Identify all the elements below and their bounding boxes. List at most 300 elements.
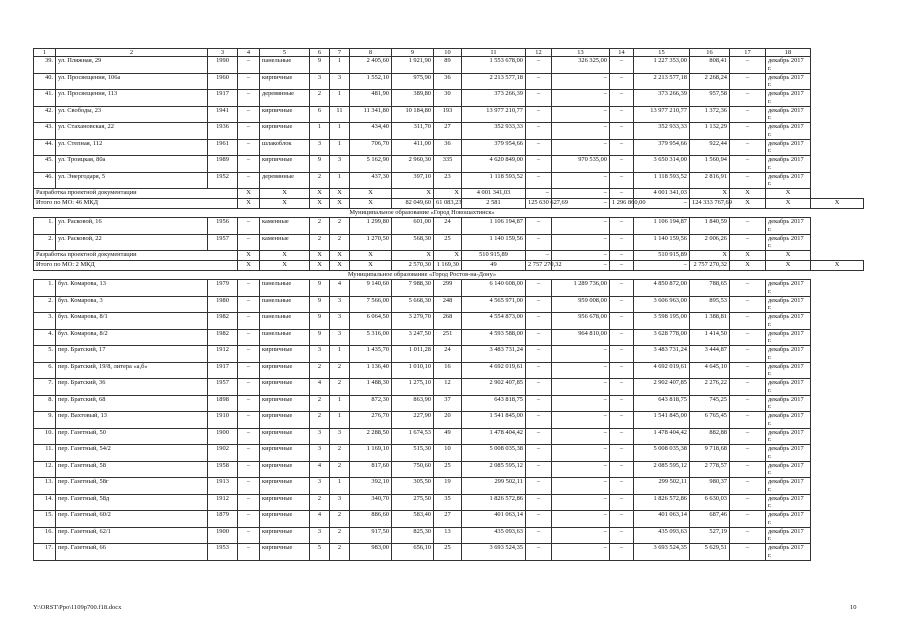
table-cell: 706,70 [350, 139, 392, 156]
table-cell: – [730, 234, 766, 251]
table-cell: 922,44 [690, 139, 730, 156]
table-cell: – [610, 428, 634, 445]
table-cell: 248 [434, 296, 462, 313]
summary-cell: X [330, 261, 350, 271]
table-cell: 2 085 595,12 [462, 461, 526, 478]
table-cell: 980,37 [690, 478, 730, 495]
table-cell: – [610, 218, 634, 235]
table-cell: 411,00 [392, 139, 434, 156]
table-cell: кирпичные [260, 156, 310, 173]
table-cell: – [238, 139, 260, 156]
table-cell: 1902 [208, 445, 238, 462]
table-cell: – [610, 412, 634, 429]
table-cell: 3 [310, 73, 330, 90]
table-cell: каменные [260, 218, 310, 235]
table-cell: 3. [34, 313, 56, 330]
table-cell: 975,90 [392, 73, 434, 90]
table-cell: 20 [434, 412, 462, 429]
table-cell: 2 213 577,18 [634, 73, 690, 90]
table-cell: 24 [434, 218, 462, 235]
table-cell: 25 [434, 234, 462, 251]
table-cell: – [526, 461, 552, 478]
table-cell: 3 [310, 445, 330, 462]
table-cell: 1 [330, 412, 350, 429]
table-cell: 1953 [208, 544, 238, 561]
table-cell: 515,30 [392, 445, 434, 462]
table-cell: 2 [310, 412, 330, 429]
table-cell: 36 [434, 73, 462, 90]
table-cell: 434,40 [350, 123, 392, 140]
table-cell: 373 266,39 [634, 90, 690, 107]
table-cell: 2. [34, 234, 56, 251]
table-cell: панельные [260, 280, 310, 297]
table-cell: 4 850 872,00 [634, 280, 690, 297]
table-cell: – [526, 90, 552, 107]
table-cell: 13 977 210,77 [462, 106, 526, 123]
column-number: 6 [310, 49, 330, 57]
table-cell: – [238, 527, 260, 544]
table-cell: – [238, 280, 260, 297]
table-cell: – [526, 57, 552, 74]
table-row [34, 280, 864, 297]
table-cell: 1936 [208, 123, 238, 140]
table-cell: 2 [310, 172, 330, 189]
table-cell: 11 341,80 [350, 106, 392, 123]
table-cell: – [526, 544, 552, 561]
table-cell: декабрь 2017 г. [766, 511, 811, 528]
table-cell: 2 [310, 362, 330, 379]
table-cell: ул. Стахановская, 22 [56, 123, 208, 140]
table-cell: 2 405,60 [350, 57, 392, 74]
table-cell: – [730, 362, 766, 379]
table-cell: 2 [330, 234, 350, 251]
table-cell: каменные [260, 234, 310, 251]
table-cell: – [552, 123, 610, 140]
table-cell: – [238, 494, 260, 511]
table-cell: 1 [330, 57, 350, 74]
table-cell: – [552, 428, 610, 445]
table-cell: 6 [310, 106, 330, 123]
table-cell: декабрь 2017 г. [766, 296, 811, 313]
table-cell: 964 810,00 [552, 329, 610, 346]
table-cell: пер. Газетный, 60/2 [56, 511, 208, 528]
table-cell: – [526, 395, 552, 412]
table-row [34, 139, 864, 156]
table-cell: 276,70 [350, 412, 392, 429]
table-cell: 1 553 678,00 [462, 57, 526, 74]
table-cell: кирпичные [260, 544, 310, 561]
table-cell: 4 554 873,00 [462, 313, 526, 330]
table-cell: 326 325,00 [552, 57, 610, 74]
table-cell: 1 169,10 [350, 445, 392, 462]
table-cell: 9. [34, 412, 56, 429]
table-cell: 1900 [208, 527, 238, 544]
table-cell: 1958 [208, 461, 238, 478]
table-cell: 4. [34, 329, 56, 346]
table-cell: декабрь 2017 г. [766, 412, 811, 429]
summary-cell: X [350, 189, 392, 199]
table-cell: 9 718,68 [690, 445, 730, 462]
table-cell: – [610, 362, 634, 379]
table-cell: 3 [310, 478, 330, 495]
table-cell: 2 [330, 218, 350, 235]
table-cell: 872,30 [350, 395, 392, 412]
table-cell: – [238, 90, 260, 107]
summary-cell: X [330, 189, 350, 199]
table-cell: бул. Комарова, 13 [56, 280, 208, 297]
table-cell: 15. [34, 511, 56, 528]
table-cell: – [730, 346, 766, 363]
table-cell: – [526, 218, 552, 235]
summary-cell: X [434, 189, 462, 199]
table-cell: декабрь 2017 г. [766, 234, 811, 251]
table-cell: – [610, 90, 634, 107]
table-cell: 4 692 019,61 [634, 362, 690, 379]
column-number: 17 [730, 49, 766, 57]
table-cell: 39. [34, 57, 56, 74]
summary-cell: X [260, 261, 310, 271]
table-cell: – [610, 234, 634, 251]
table-cell: – [730, 412, 766, 429]
table-cell: – [526, 412, 552, 429]
table-cell: 2 006,26 [690, 234, 730, 251]
table-cell: панельные [260, 296, 310, 313]
table-cell: 4 645,10 [690, 362, 730, 379]
table-cell: 299 502,11 [634, 478, 690, 495]
table-cell: 40. [34, 73, 56, 90]
table-cell: 2 213 577,18 [462, 73, 526, 90]
table-cell: 9 [310, 156, 330, 173]
table-row [34, 90, 864, 107]
table-cell: 3 247,50 [392, 329, 434, 346]
table-cell: – [238, 346, 260, 363]
table-cell: 10 [434, 445, 462, 462]
summary-cell: 49 [462, 261, 526, 271]
table-cell: 1 132,29 [690, 123, 730, 140]
table-cell: 1982 [208, 329, 238, 346]
table-cell: – [730, 395, 766, 412]
table-row [34, 296, 864, 313]
summary-cell: – [526, 251, 552, 261]
table-cell: 42. [34, 106, 56, 123]
table-row [34, 412, 864, 429]
table-cell: – [610, 296, 634, 313]
summary-cell: X [238, 199, 260, 209]
table-cell: – [552, 172, 610, 189]
table-cell: 1 [330, 172, 350, 189]
table-cell: 3 483 731,24 [462, 346, 526, 363]
table-cell: 11. [34, 445, 56, 462]
column-number: 2 [56, 49, 208, 57]
summary-cell: X [238, 251, 260, 261]
column-number: 15 [634, 49, 690, 57]
table-cell: 895,53 [690, 296, 730, 313]
table-cell: пер. Братский, 68 [56, 395, 208, 412]
table-cell: – [730, 123, 766, 140]
table-cell: 2 [330, 511, 350, 528]
design-docs-row [34, 189, 864, 199]
table-cell: 601,00 [392, 218, 434, 235]
table-cell: 1917 [208, 362, 238, 379]
column-number: 8 [350, 49, 392, 57]
table-cell: – [730, 379, 766, 396]
table-cell: 435 093,63 [462, 527, 526, 544]
table-cell: – [610, 445, 634, 462]
table-cell: 568,30 [392, 234, 434, 251]
column-number: 13 [552, 49, 610, 57]
table-cell: 1 388,81 [690, 313, 730, 330]
summary-cell: – [610, 251, 634, 261]
summary-cell: X [310, 261, 330, 271]
table-cell: 299 502,11 [462, 478, 526, 495]
column-number: 5 [260, 49, 310, 57]
table-row [34, 123, 864, 140]
table-cell: – [526, 478, 552, 495]
table-cell: 643 818,75 [462, 395, 526, 412]
table-cell: – [552, 90, 610, 107]
table-cell: – [238, 57, 260, 74]
table-cell: – [526, 527, 552, 544]
table-cell: 11 [330, 106, 350, 123]
table-cell: 1 [330, 139, 350, 156]
table-cell: – [610, 156, 634, 173]
table-cell: декабрь 2017 г. [766, 478, 811, 495]
table-cell: 6 140 608,00 [462, 280, 526, 297]
summary-cell: X [766, 189, 811, 199]
table-cell: – [238, 412, 260, 429]
table-cell: 1 674,53 [392, 428, 434, 445]
table-cell: 36 [434, 139, 462, 156]
table-cell: 2 [330, 362, 350, 379]
table-cell: декабрь 2017 г. [766, 445, 811, 462]
summary-cell: X [330, 199, 350, 209]
table-cell: 3 [310, 346, 330, 363]
table-cell: – [730, 461, 766, 478]
table-cell: 1980 [208, 296, 238, 313]
table-cell: – [238, 296, 260, 313]
summary-label: Разработка проектной документации [34, 251, 238, 261]
table-cell: – [526, 329, 552, 346]
table-row [34, 218, 864, 235]
summary-cell: 4 001 341,03 [462, 189, 526, 199]
table-cell: 4 [310, 461, 330, 478]
table-cell: кирпичные [260, 412, 310, 429]
table-cell: декабрь 2017 г. [766, 123, 811, 140]
table-cell: 1 541 845,00 [634, 412, 690, 429]
table-cell: – [526, 234, 552, 251]
table-cell: 1 140 159,56 [634, 234, 690, 251]
table-cell: 788,65 [690, 280, 730, 297]
table-cell: – [730, 511, 766, 528]
table-cell: 9 [310, 313, 330, 330]
column-number: 18 [766, 49, 811, 57]
table-cell: 957,58 [690, 90, 730, 107]
table-cell: – [610, 280, 634, 297]
column-number: 14 [610, 49, 634, 57]
table-cell: кирпичные [260, 494, 310, 511]
table-cell: 1912 [208, 494, 238, 511]
table-cell: – [552, 511, 610, 528]
table-cell: декабрь 2017 г. [766, 395, 811, 412]
table-cell: 352 933,33 [462, 123, 526, 140]
table-cell: 43. [34, 123, 56, 140]
table-cell: 863,90 [392, 395, 434, 412]
column-number-row [34, 49, 864, 57]
table-cell: – [238, 511, 260, 528]
table-cell: 7 566,00 [350, 296, 392, 313]
table-cell: – [238, 461, 260, 478]
table-cell: 1 414,50 [690, 329, 730, 346]
summary-cell: 124 333 767,69 [690, 199, 730, 209]
summary-label: Итого по МО: 46 МКД [34, 199, 238, 209]
table-cell: ул. Энергодаря, 5 [56, 172, 208, 189]
table-cell: – [610, 329, 634, 346]
table-cell: декабрь 2017 г. [766, 280, 811, 297]
table-row [34, 106, 864, 123]
table-cell: – [730, 478, 766, 495]
column-number: 12 [526, 49, 552, 57]
table-cell: 643 818,75 [634, 395, 690, 412]
column-number: 3 [208, 49, 238, 57]
table-cell: кирпичные [260, 511, 310, 528]
table-cell: 1 478 404,42 [634, 428, 690, 445]
table-cell: 2 902 407,85 [634, 379, 690, 396]
table-cell: 5 668,30 [392, 296, 434, 313]
table-cell: 5 162,90 [350, 156, 392, 173]
table-cell: 1 488,30 [350, 379, 392, 396]
column-number: 4 [238, 49, 260, 57]
table-cell: 10 184,80 [392, 106, 434, 123]
table-row [34, 511, 864, 528]
table-row [34, 329, 864, 346]
table-cell: 13 977 210,77 [634, 106, 690, 123]
table-cell: 1 118 593,52 [462, 172, 526, 189]
table-cell: – [526, 346, 552, 363]
table-cell: – [552, 379, 610, 396]
table-cell: 1 227 353,00 [634, 57, 690, 74]
summary-label: Итого по МО: 2 МКД [34, 261, 238, 271]
table-cell: 6. [34, 362, 56, 379]
table-cell: – [730, 494, 766, 511]
table-cell: 4 [310, 511, 330, 528]
table-cell: – [526, 511, 552, 528]
summary-cell: X [690, 251, 730, 261]
table-cell: 1 921,90 [392, 57, 434, 74]
table-row [34, 527, 864, 544]
table-cell: декабрь 2017 г. [766, 313, 811, 330]
table-cell: 340,70 [350, 494, 392, 511]
table-cell: 389,80 [392, 90, 434, 107]
summary-cell: X [238, 189, 260, 199]
table-cell: 3 [330, 494, 350, 511]
table-cell: кирпичные [260, 362, 310, 379]
table-cell: ул. Расковой, 16 [56, 218, 208, 235]
table-cell: 1 140 159,56 [462, 234, 526, 251]
table-cell: 656,10 [392, 544, 434, 561]
table-cell: 1 372,36 [690, 106, 730, 123]
table-cell: 3 444,87 [690, 346, 730, 363]
table-cell: ул. Просвещения, 113 [56, 90, 208, 107]
table-cell: 1 010,10 [392, 362, 434, 379]
table-cell: – [610, 313, 634, 330]
table-cell: 1960 [208, 73, 238, 90]
table-row [34, 156, 864, 173]
table-cell: 3 [330, 313, 350, 330]
table-cell: 2 816,91 [690, 172, 730, 189]
table-cell: – [730, 139, 766, 156]
table-row [34, 172, 864, 189]
summary-cell: X [350, 199, 392, 209]
table-cell: 16. [34, 527, 56, 544]
table-cell: – [730, 218, 766, 235]
table-cell: – [238, 106, 260, 123]
table-cell: декабрь 2017 г. [766, 527, 811, 544]
table-cell: 2 [310, 395, 330, 412]
table-cell: 917,50 [350, 527, 392, 544]
table-cell: 959 008,00 [552, 296, 610, 313]
table-cell: 89 [434, 57, 462, 74]
table-cell: 527,19 [690, 527, 730, 544]
summary-cell: X [811, 261, 864, 271]
table-cell: 3 [330, 156, 350, 173]
table-cell: – [526, 445, 552, 462]
table-cell: 392,10 [350, 478, 392, 495]
table-cell: – [238, 379, 260, 396]
summary-cell: X [730, 199, 766, 209]
table-cell: – [610, 478, 634, 495]
table-cell: 3 483 731,24 [634, 346, 690, 363]
table-cell: – [610, 57, 634, 74]
table-cell: – [526, 172, 552, 189]
table-cell: 1917 [208, 90, 238, 107]
table-cell: 1 [310, 123, 330, 140]
table-cell: ул. Свободы, 23 [56, 106, 208, 123]
table-cell: 335 [434, 156, 462, 173]
table-cell: декабрь 2017 г. [766, 73, 811, 90]
municipality-heading-row [34, 209, 864, 218]
table-cell: панельные [260, 313, 310, 330]
table-cell: 6 630,03 [690, 494, 730, 511]
summary-cell: – [552, 261, 610, 271]
table-cell: бул. Комарова, 3 [56, 296, 208, 313]
table-cell: кирпичные [260, 445, 310, 462]
table-cell: 24 [434, 346, 462, 363]
column-number: 9 [392, 49, 434, 57]
table-cell: 268 [434, 313, 462, 330]
summary-cell: 510 915,89 [634, 251, 690, 261]
table-row [34, 461, 864, 478]
table-cell: – [730, 172, 766, 189]
summary-cell: X [260, 189, 310, 199]
column-number: 1 [34, 49, 56, 57]
table-cell: – [526, 313, 552, 330]
table-cell: панельные [260, 57, 310, 74]
table-cell: 12 [434, 379, 462, 396]
table-cell: декабрь 2017 г. [766, 218, 811, 235]
table-cell: 2 [330, 461, 350, 478]
table-cell: – [238, 395, 260, 412]
table-row [34, 313, 864, 330]
summary-cell: 510 915,89 [462, 251, 526, 261]
table-row [34, 494, 864, 511]
table-cell: 1 275,10 [392, 379, 434, 396]
summary-cell: X [690, 189, 730, 199]
summary-cell: X [392, 189, 434, 199]
total-row [34, 261, 864, 271]
table-cell: – [610, 123, 634, 140]
table-cell: – [610, 544, 634, 561]
table-cell: – [610, 379, 634, 396]
